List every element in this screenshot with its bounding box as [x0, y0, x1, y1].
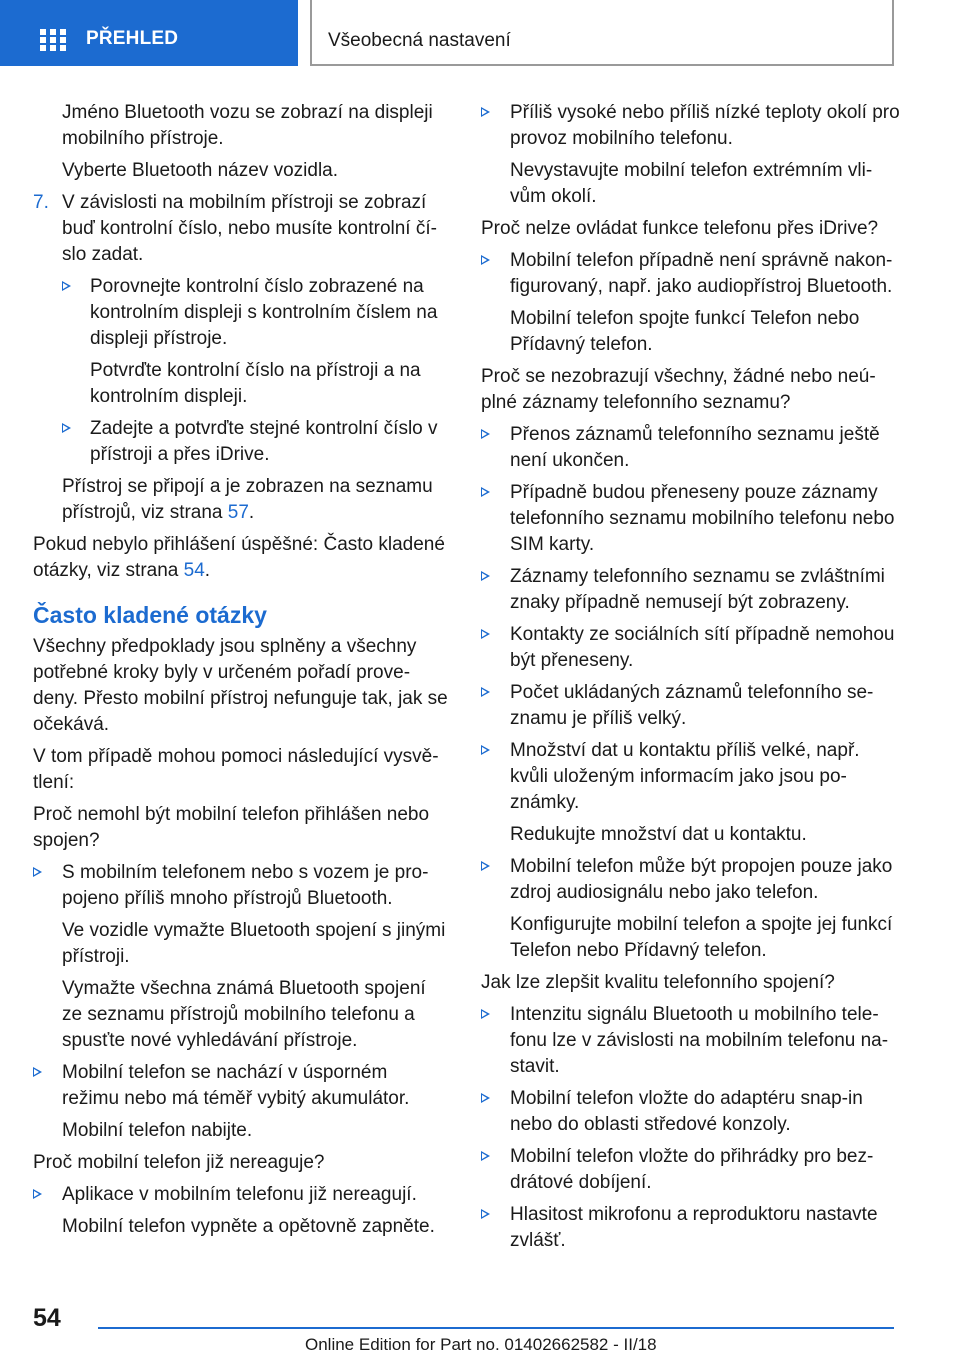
triangle-bullet-icon — [481, 629, 490, 639]
grid-icon — [40, 29, 66, 51]
bullet-item — [481, 1144, 901, 1196]
question: Proč nelze ovládat funkce telefonu přes iDrive? — [481, 218, 879, 239]
right-column — [481, 100, 901, 1260]
bullet-text: Mobilní telefon může být propojen pouze jako zdroj audiosignálu nebo jako telefon. — [510, 856, 893, 903]
page-link[interactable]: 57 — [227, 502, 249, 523]
step-7 — [33, 190, 448, 268]
page-number: 54 — [33, 1304, 61, 1332]
paragraph: Ve vozidle vymažte Bluetooth spojení s jinými přístroji. — [62, 920, 446, 967]
triangle-bullet-icon — [33, 1189, 42, 1199]
bullet-item — [481, 1086, 901, 1138]
bullet-text: Množství dat u kontaktu příliš velké, např. kvůli uloženým informacím jako jsou poznámky. — [510, 740, 860, 813]
question: Proč mobilní telefon již nereaguje? — [33, 1152, 325, 1173]
bullet-item — [481, 680, 901, 732]
paragraph-text: Přístroj se připojí a je zobrazen na seznamu přístrojů, viz strana — [62, 476, 433, 523]
bullet-item — [481, 422, 901, 474]
bullet-text: Počet ukládaných záznamů telefonního seznamu je příliš velký. — [510, 682, 874, 729]
triangle-bullet-icon — [481, 861, 490, 871]
paragraph: Jméno Bluetooth vozu se zobrazí na displeji mobilního přístroje. — [62, 102, 433, 149]
bullet-item — [481, 1002, 901, 1080]
triangle-bullet-icon — [33, 1067, 42, 1077]
footer-edition: Online Edition for Part no. 01402662582 - II/18 — [305, 1335, 657, 1354]
bullet-item — [481, 480, 901, 558]
triangle-bullet-icon — [481, 429, 490, 439]
paragraph: Pokud nebylo přihlášení úspěšné: Často kladené otázky, viz strana 54. — [33, 534, 445, 581]
section-tab[interactable] — [310, 0, 894, 64]
triangle-bullet-icon — [481, 687, 490, 697]
bullet-text: Mobilní telefon se nachází v úsporném režimu nebo má téměř vybitý akumulátor. — [62, 1062, 410, 1109]
bullet-item — [481, 854, 901, 906]
paragraph: Mobilní telefon spojte funkcí Telefon nebo Přídavný telefon. — [510, 308, 860, 355]
bullet-item — [33, 1182, 448, 1208]
paragraph: Nevystavujte mobilní telefon extrémním vlivům okolí. — [510, 160, 873, 207]
bullet-text: Hlasitost mikrofonu a reproduktoru nastavte zvlášť. — [510, 1204, 878, 1251]
section-tab-label: Všeobecná nastavení — [328, 30, 511, 51]
bullet-item — [481, 564, 901, 616]
section-heading: Často kladené otázky — [33, 602, 267, 628]
page-link[interactable]: 54 — [183, 560, 205, 581]
bullet-item — [481, 100, 901, 152]
question: Jak lze zlepšit kvalitu telefonního spojení? — [481, 972, 835, 993]
paragraph: Mobilní telefon nabijte. — [62, 1120, 253, 1141]
bullet-text: Mobilní telefon vložte do přihrádky pro bezdrátové dobíjení. — [510, 1146, 874, 1193]
triangle-bullet-icon — [62, 281, 71, 291]
bullet-text: Mobilní telefon vložte do adaptéru snap-in nebo do oblasti středové konzoly. — [510, 1088, 863, 1135]
bullet-item — [481, 1202, 901, 1254]
overview-tab-label: PŘEHLED — [86, 28, 179, 49]
bullet-text: Aplikace v mobilním telefonu již nereagují. — [62, 1184, 417, 1205]
left-column — [33, 100, 448, 1246]
bullet-text: S mobilním telefonem nebo s vozem je propojeno příliš mnoho přístrojů Bluetooth. — [62, 862, 429, 909]
bullet-item — [33, 860, 448, 912]
bullet-text: Intenzitu signálu Bluetooth u mobilního telefonu lze v závislosti na mobilním telefonu nastavit. — [510, 1004, 889, 1077]
paragraph: Všechny předpoklady jsou splněny a všechny potřebné kroky byly v určeném pořadí provedeny. Přesto mobilní přístroj nefunguje tak, jak se očekává. — [33, 636, 448, 735]
paragraph: Přístroj se připojí a je zobrazen na seznamu přístrojů, viz strana 57. — [62, 476, 433, 523]
bullet-text: Kontakty ze sociálních sítí případně nemohou být přeneseny. — [510, 624, 895, 671]
triangle-bullet-icon — [481, 107, 490, 117]
bullet-item — [481, 248, 901, 300]
paragraph: Vyberte Bluetooth název vozidla. — [62, 160, 339, 181]
triangle-bullet-icon — [481, 745, 490, 755]
bullet-item — [33, 274, 448, 352]
footer-divider — [98, 1327, 894, 1329]
paragraph-text: Pokud nebylo přihlášení úspěšné: Často kladené otázky, viz strana — [33, 534, 445, 581]
triangle-bullet-icon — [481, 1209, 490, 1219]
triangle-bullet-icon — [481, 571, 490, 581]
triangle-bullet-icon — [481, 255, 490, 265]
triangle-bullet-icon — [62, 423, 71, 433]
triangle-bullet-icon — [481, 1151, 490, 1161]
bullet-item — [481, 738, 901, 816]
bullet-text: Porovnejte kontrolní číslo zobrazené na kontrolním displeji s kontrolním číslem na displeji přístroje. — [90, 276, 438, 349]
bullet-item — [33, 1060, 448, 1112]
bullet-text: Příliš vysoké nebo příliš nízké teploty okolí pro provoz mobilního telefonu. — [510, 102, 900, 149]
paragraph: V tom případě mohou pomoci následující vysvětlení: — [33, 746, 439, 793]
triangle-bullet-icon — [481, 487, 490, 497]
bullet-item — [33, 416, 448, 468]
paragraph: Konfigurujte mobilní telefon a spojte jej funkcí Telefon nebo Přídavný telefon. — [510, 914, 893, 961]
section-tab-underline — [310, 64, 894, 66]
paragraph: Potvrďte kontrolní číslo na přístroji a na kontrolním displeji. — [90, 360, 421, 407]
bullet-text: Záznamy telefonního seznamu se zvláštními znaky případně nemusejí být zobrazeny. — [510, 566, 885, 613]
paragraph: Vymažte všechna známá Bluetooth spojení ze seznamu přístrojů mobilního telefonu a spusťte nové vyhledávání přístroje. — [62, 978, 426, 1051]
bullet-text: Zadejte a potvrďte stejné kontrolní číslo v přístroji a přes iDrive. — [90, 418, 438, 465]
header-bar — [0, 0, 960, 66]
bullet-text: Přenos záznamů telefonního seznamu ještě není ukončen. — [510, 424, 880, 471]
bullet-item — [481, 622, 901, 674]
question: Proč se nezobrazují všechny, žádné nebo neúplné záznamy telefonního seznamu? — [481, 366, 876, 413]
bullet-text: Mobilní telefon případně není správně nakonfigurovaný, např. jako audiopřístroj Bluetooth. — [510, 250, 893, 297]
overview-tab[interactable] — [0, 0, 298, 66]
paragraph: Redukujte množství dat u kontaktu. — [510, 824, 807, 845]
question: Proč nemohl být mobilní telefon přihlášen nebo spojen? — [33, 804, 430, 851]
triangle-bullet-icon — [33, 867, 42, 877]
triangle-bullet-icon — [481, 1093, 490, 1103]
triangle-bullet-icon — [481, 1009, 490, 1019]
paragraph: Mobilní telefon vypněte a opětovně zapněte. — [62, 1216, 435, 1237]
step-number: 7. — [33, 192, 49, 213]
bullet-text: Případně budou přeneseny pouze záznamy telefonního seznamu mobilního telefonu nebo SIM karty. — [510, 482, 895, 555]
step-text: V závislosti na mobilním přístroji se zobrazí buď kontrolní číslo, nebo musíte kontrolní číslo zadat. — [62, 192, 437, 265]
